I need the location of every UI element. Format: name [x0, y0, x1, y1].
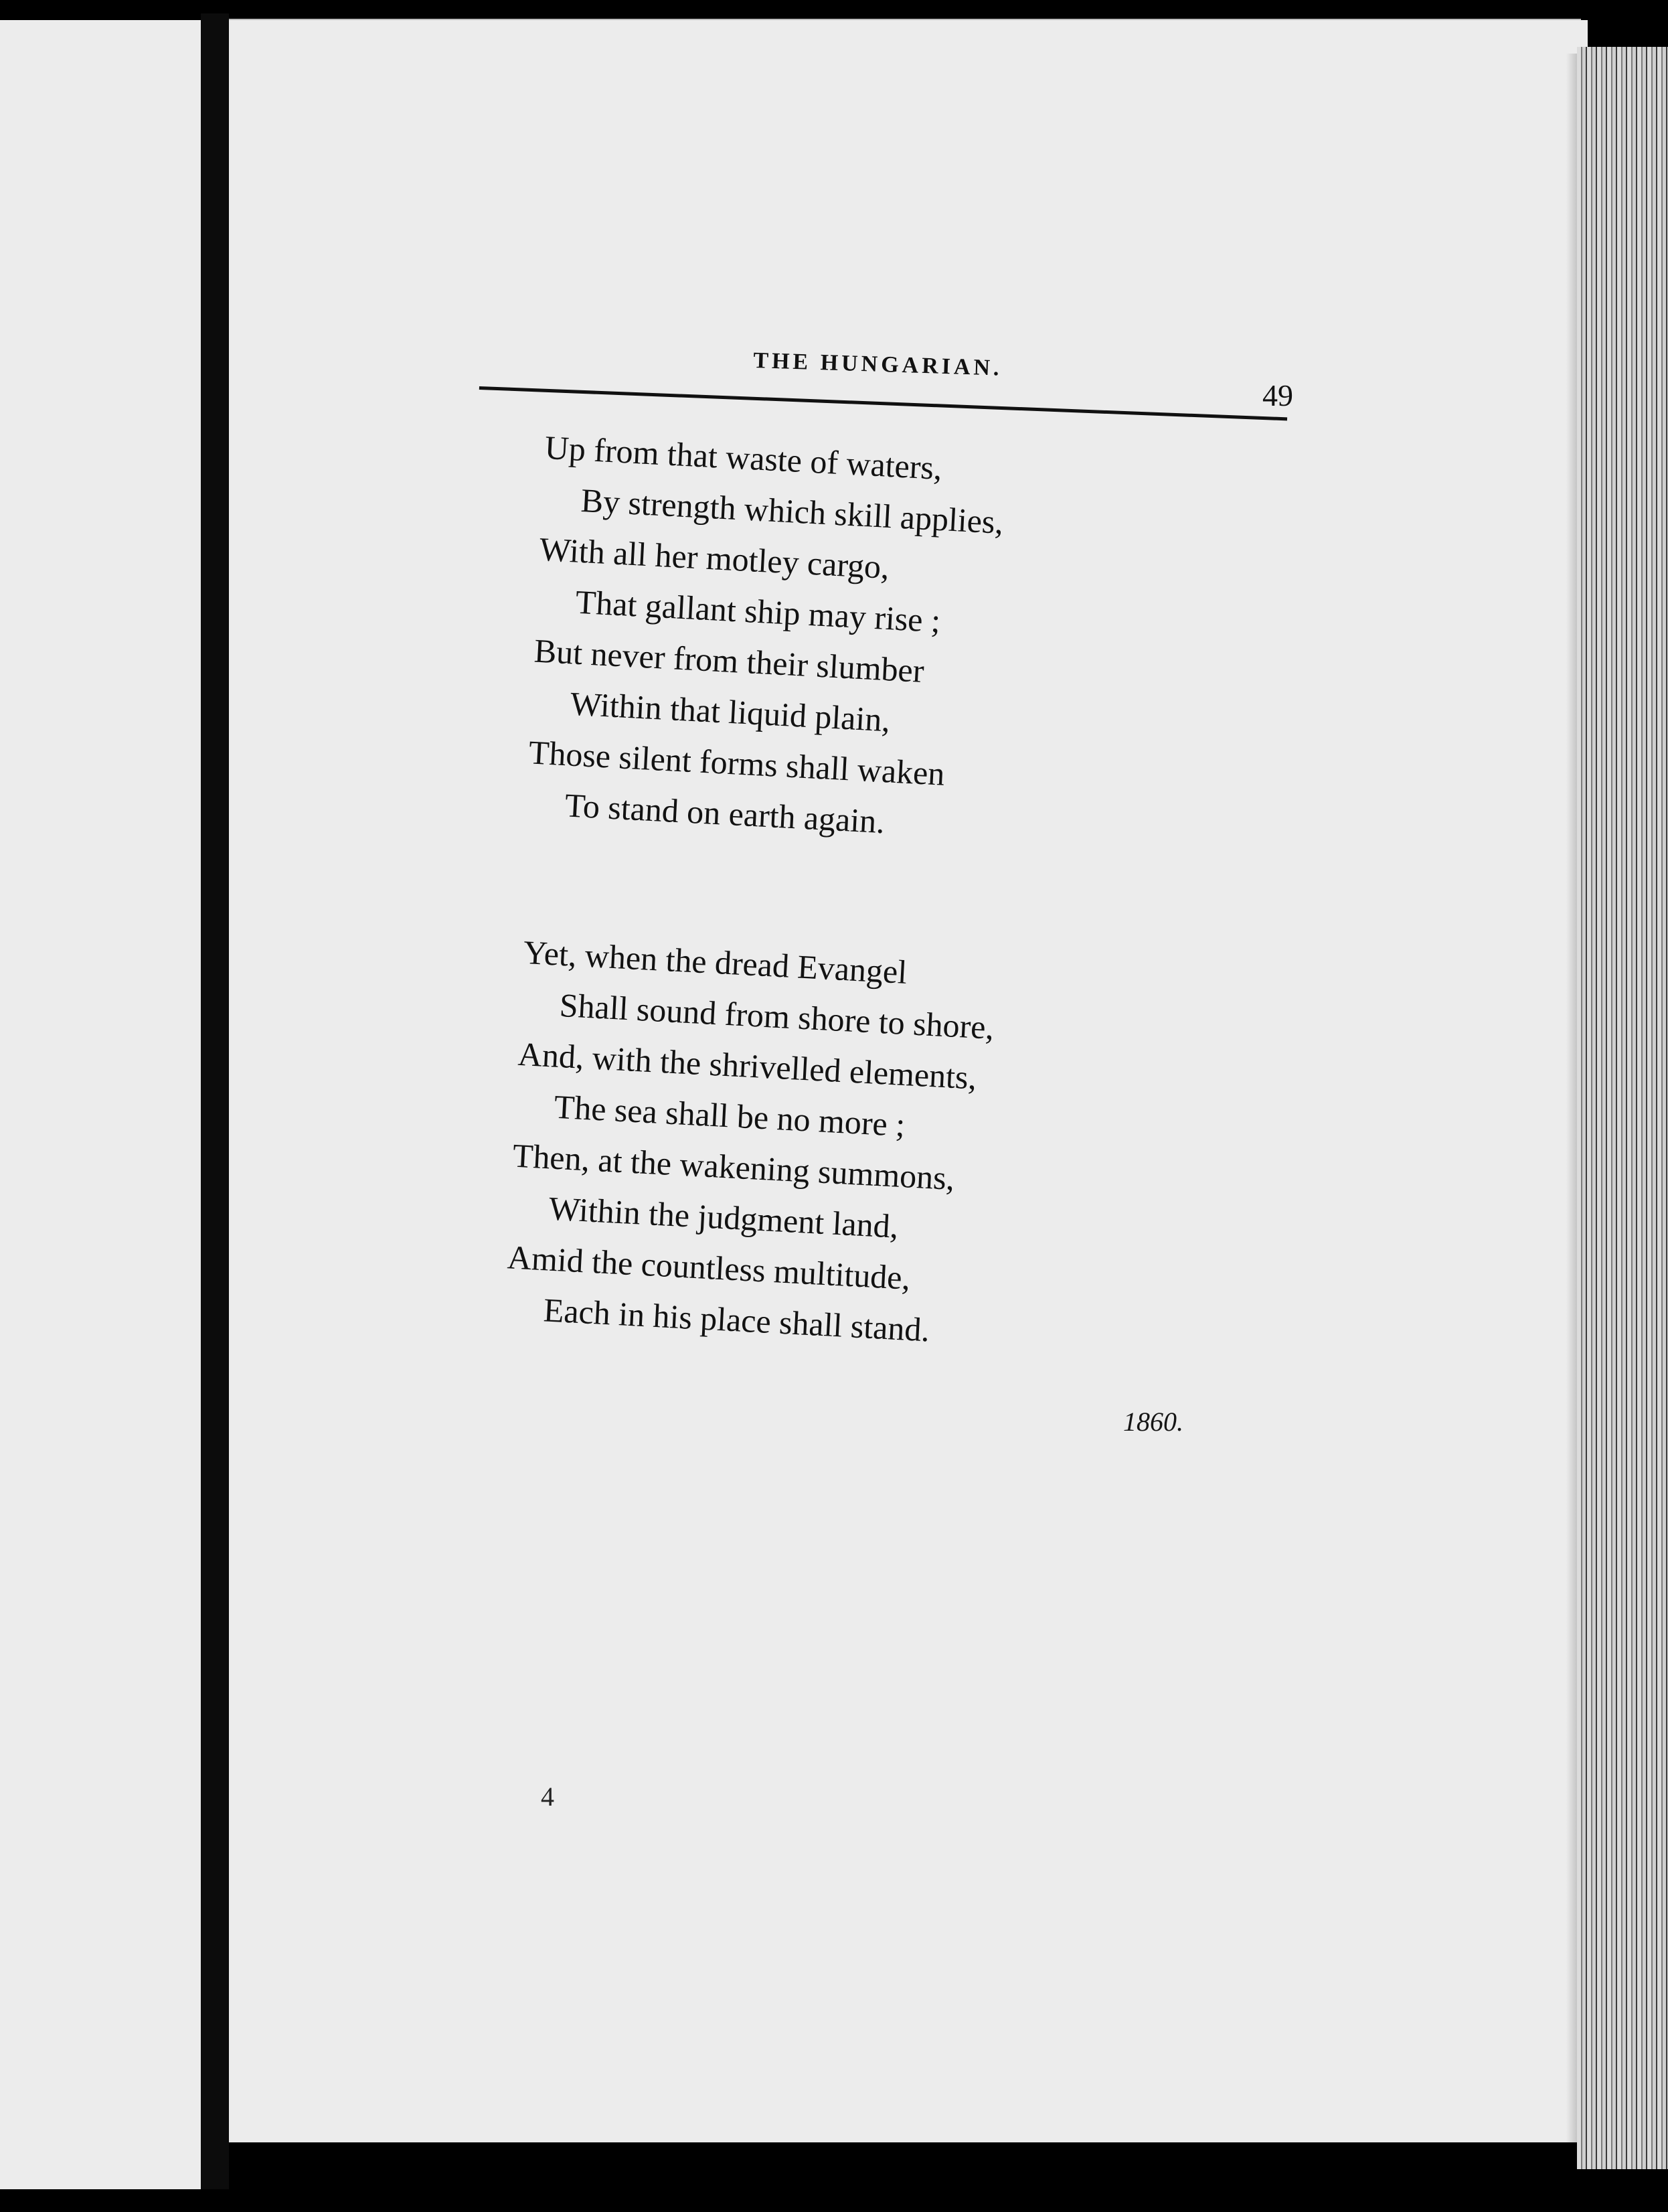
verse-line: Each in his place shall stand. — [542, 1291, 931, 1349]
stanza — [525, 422, 1007, 852]
stacked-page-edges — [1577, 47, 1668, 2169]
verse-line: With all her motley cargo, — [538, 530, 891, 586]
verse-line: Within that liquid plain, — [569, 684, 892, 739]
verse-line: Then, at the wakening summons, — [511, 1136, 956, 1198]
signature-mark: 4 — [541, 1782, 554, 1812]
verse-line: Amid the countless multitude, — [506, 1238, 912, 1297]
verse-line: Yet, when the dread Evangel — [522, 933, 908, 991]
verse-line: To stand on earth again. — [564, 786, 886, 841]
facing-page-edge — [0, 20, 201, 2189]
stanza — [503, 927, 998, 1358]
running-head: THE HUNGARIAN. — [752, 348, 1003, 381]
verse-line: But never from their slumber — [533, 631, 925, 690]
verse-line: Up from that waste of waters, — [544, 428, 943, 487]
verse-line: Those silent forms shall waken — [527, 733, 946, 793]
verse-line: That gallant ship may rise ; — [574, 582, 942, 640]
verse-line: The sea shall be no more ; — [553, 1087, 906, 1144]
verse-line: By strength which skill applies, — [580, 481, 1005, 541]
verse-line: Within the judgment land, — [548, 1189, 900, 1245]
book-gutter — [201, 13, 229, 2189]
poem-date: 1860. — [1123, 1407, 1183, 1437]
verse-line: And, with the shrivelled elements, — [517, 1034, 978, 1097]
page-number: 49 — [1262, 378, 1293, 412]
verse-line: Shall sound from shore to shore, — [558, 985, 995, 1046]
